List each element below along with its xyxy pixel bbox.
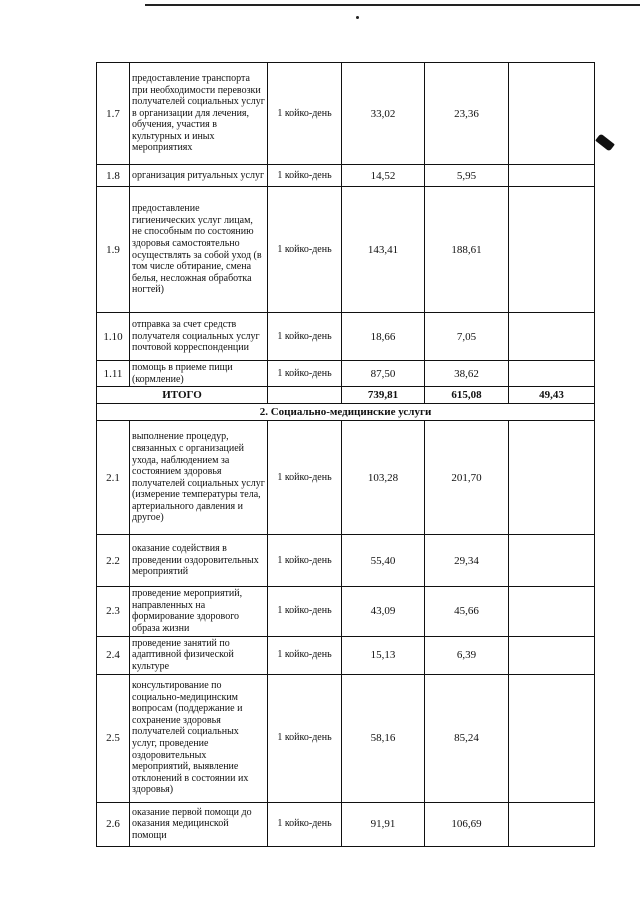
service-name: оказание содействия в проведении оздоровительных мероприятий — [130, 535, 268, 587]
row-number: 2.5 — [97, 674, 130, 802]
value-1: 14,52 — [342, 165, 425, 187]
total-value-3: 49,43 — [509, 387, 595, 404]
table-row — [97, 165, 595, 187]
value-3 — [509, 313, 595, 361]
table-row — [97, 421, 595, 535]
value-2: 7,05 — [425, 313, 509, 361]
table-row — [97, 535, 595, 587]
unit-cell: 1 койко-день — [268, 165, 342, 187]
table-row — [97, 636, 595, 674]
unit-cell: 1 койко-день — [268, 802, 342, 846]
value-1: 55,40 — [342, 535, 425, 587]
value-2: 6,39 — [425, 636, 509, 674]
total-unit-empty — [268, 387, 342, 404]
row-number: 2.4 — [97, 636, 130, 674]
total-label: ИТОГО — [97, 387, 268, 404]
value-1: 15,13 — [342, 636, 425, 674]
total-row — [97, 387, 595, 404]
value-3 — [509, 587, 595, 636]
value-2: 38,62 — [425, 361, 509, 387]
service-name: помощь в приеме пищи (кормление) — [130, 361, 268, 387]
service-name: консультирование по социально-медицинским вопросам (поддержание и сохранение здоровья получателей социальных услуг, проведение оздоровительных мероприятий, выявление отклонений в состоянии их здоровья) — [130, 674, 268, 802]
table-row — [97, 802, 595, 846]
service-name: оказание первой помощи до оказания медицинской помощи — [130, 802, 268, 846]
unit-cell: 1 койко-день — [268, 187, 342, 313]
table-row — [97, 63, 595, 165]
value-3 — [509, 63, 595, 165]
value-1: 58,16 — [342, 674, 425, 802]
table-row — [97, 361, 595, 387]
value-1: 91,91 — [342, 802, 425, 846]
value-3 — [509, 421, 595, 535]
top-rule — [145, 4, 640, 6]
value-1: 18,66 — [342, 313, 425, 361]
unit-cell: 1 койко-день — [268, 361, 342, 387]
service-name: проведение занятий по адаптивной физической культуре — [130, 636, 268, 674]
scan-speck — [356, 16, 359, 19]
value-2: 201,70 — [425, 421, 509, 535]
row-number: 2.6 — [97, 802, 130, 846]
row-number: 1.10 — [97, 313, 130, 361]
value-1: 103,28 — [342, 421, 425, 535]
row-number: 2.1 — [97, 421, 130, 535]
row-number: 1.11 — [97, 361, 130, 387]
value-1: 87,50 — [342, 361, 425, 387]
unit-cell: 1 койко-день — [268, 587, 342, 636]
section-header-row — [97, 404, 595, 421]
value-3 — [509, 187, 595, 313]
value-2: 5,95 — [425, 165, 509, 187]
unit-cell: 1 койко-день — [268, 313, 342, 361]
unit-cell: 1 койко-день — [268, 674, 342, 802]
value-3 — [509, 361, 595, 387]
unit-cell: 1 койко-день — [268, 535, 342, 587]
row-number: 2.2 — [97, 535, 130, 587]
service-name: проведение мероприятий, направленных на формирование здорового образа жизни — [130, 587, 268, 636]
row-number: 1.7 — [97, 63, 130, 165]
unit-cell: 1 койко-день — [268, 63, 342, 165]
value-2: 23,36 — [425, 63, 509, 165]
value-1: 43,09 — [342, 587, 425, 636]
table-row — [97, 313, 595, 361]
value-3 — [509, 674, 595, 802]
table-row — [97, 587, 595, 636]
row-number: 1.8 — [97, 165, 130, 187]
total-value-1: 739,81 — [342, 387, 425, 404]
scan-mark — [595, 133, 615, 151]
row-number: 1.9 — [97, 187, 130, 313]
value-1: 143,41 — [342, 187, 425, 313]
value-3 — [509, 636, 595, 674]
total-value-2: 615,08 — [425, 387, 509, 404]
value-2: 29,34 — [425, 535, 509, 587]
value-3 — [509, 535, 595, 587]
service-name: организация ритуальных услуг — [130, 165, 268, 187]
service-name: отправка за счет средств получателя социальных услуг почтовой корреспонденции — [130, 313, 268, 361]
service-name: выполнение процедур, связанных с организацией ухода, наблюдением за состоянием здоровья получателей социальных услуг (измерение температуры тела, артериального давления и другое) — [130, 421, 268, 535]
table-row — [97, 187, 595, 313]
table-row — [97, 674, 595, 802]
row-number: 2.3 — [97, 587, 130, 636]
service-name: предоставление гигиенических услуг лицам, не способным по состоянию здоровья самостоятельно осуществлять за собой уход (в том числе обтирание, смена белья, несложная обработка ногтей) — [130, 187, 268, 313]
services-table — [96, 62, 595, 847]
value-2: 45,66 — [425, 587, 509, 636]
service-name: предоставление транспорта при необходимости перевозки получателей социальных услуг в организации для лечения, обучения, участия в культурных и иных мероприятиях — [130, 63, 268, 165]
unit-cell: 1 койко-день — [268, 636, 342, 674]
value-1: 33,02 — [342, 63, 425, 165]
value-2: 85,24 — [425, 674, 509, 802]
section-title: 2. Социально-медицинские услуги — [97, 404, 595, 421]
value-2: 106,69 — [425, 802, 509, 846]
value-3 — [509, 165, 595, 187]
value-2: 188,61 — [425, 187, 509, 313]
value-3 — [509, 802, 595, 846]
unit-cell: 1 койко-день — [268, 421, 342, 535]
